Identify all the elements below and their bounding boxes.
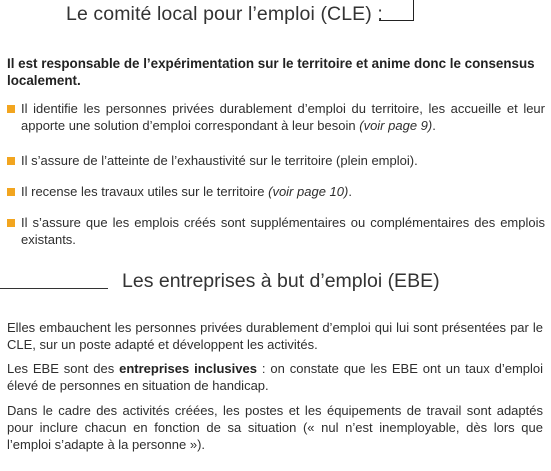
ebe-paragraph-3: Dans le cadre des activités créées, les postes et les équipements de travail sont adaptés pour inclure chacun en fonction de sa situation (« nul n’est inemployable, dès lors que l’emploi s’adapte à la personne »). xyxy=(7,403,543,452)
square-bullet-icon xyxy=(7,188,15,196)
bullet-text: Il recense les travaux utiles sur le territoire xyxy=(21,184,269,199)
bullet-item xyxy=(7,214,545,248)
paragraph-text: Les EBE sont des xyxy=(7,361,120,376)
cle-lead-paragraph: Il est responsable de l’expérimentation sur le territoire et anime donc le consensus localement. xyxy=(7,56,535,88)
square-bullet-icon xyxy=(7,219,15,227)
bullet-item xyxy=(7,183,545,200)
bullet-text-end: . xyxy=(432,118,436,133)
section-title-cle: Le comité local pour l’emploi (CLE) : xyxy=(66,3,383,25)
square-bullet-icon xyxy=(7,157,15,165)
bullet-item xyxy=(7,100,545,134)
ebe-paragraph-1: Elles embauchent les personnes privées durablement d’emploi qui lui sont présentées par le CLE, sur un poste adapté et développent les activités. xyxy=(7,320,543,352)
bold-term: entreprises inclusives xyxy=(119,361,257,376)
bullet-item xyxy=(7,152,545,169)
page-reference: (voir page 9) xyxy=(359,118,433,133)
ebe-paragraph-2 xyxy=(7,360,543,394)
paragraph-text: : on constate que les EBE ont un taux d’emploi élevé de personnes en situation de handicap. xyxy=(7,361,544,393)
bullet-text: Il identifie les personnes privées durablement d’emploi du territoire, les accueille et leur apporte une solution d’emploi correspondant à leur besoin xyxy=(21,101,545,133)
bullet-text: Il s’assure de l’atteinte de l’exhaustivité sur le territoire (plein emploi). xyxy=(21,153,418,168)
title-rule-decoration xyxy=(0,288,108,289)
section-title-ebe: Les entreprises à but d’emploi (EBE) xyxy=(122,270,440,292)
page-reference: (voir page 10) xyxy=(268,184,349,199)
square-bullet-icon xyxy=(7,105,15,113)
bullet-text: Il s’assure que les emplois créés sont supplémentaires ou complémentaires des emplois existants. xyxy=(21,215,545,247)
title-bracket-decoration xyxy=(379,0,414,21)
bullet-text-end: . xyxy=(348,184,352,199)
